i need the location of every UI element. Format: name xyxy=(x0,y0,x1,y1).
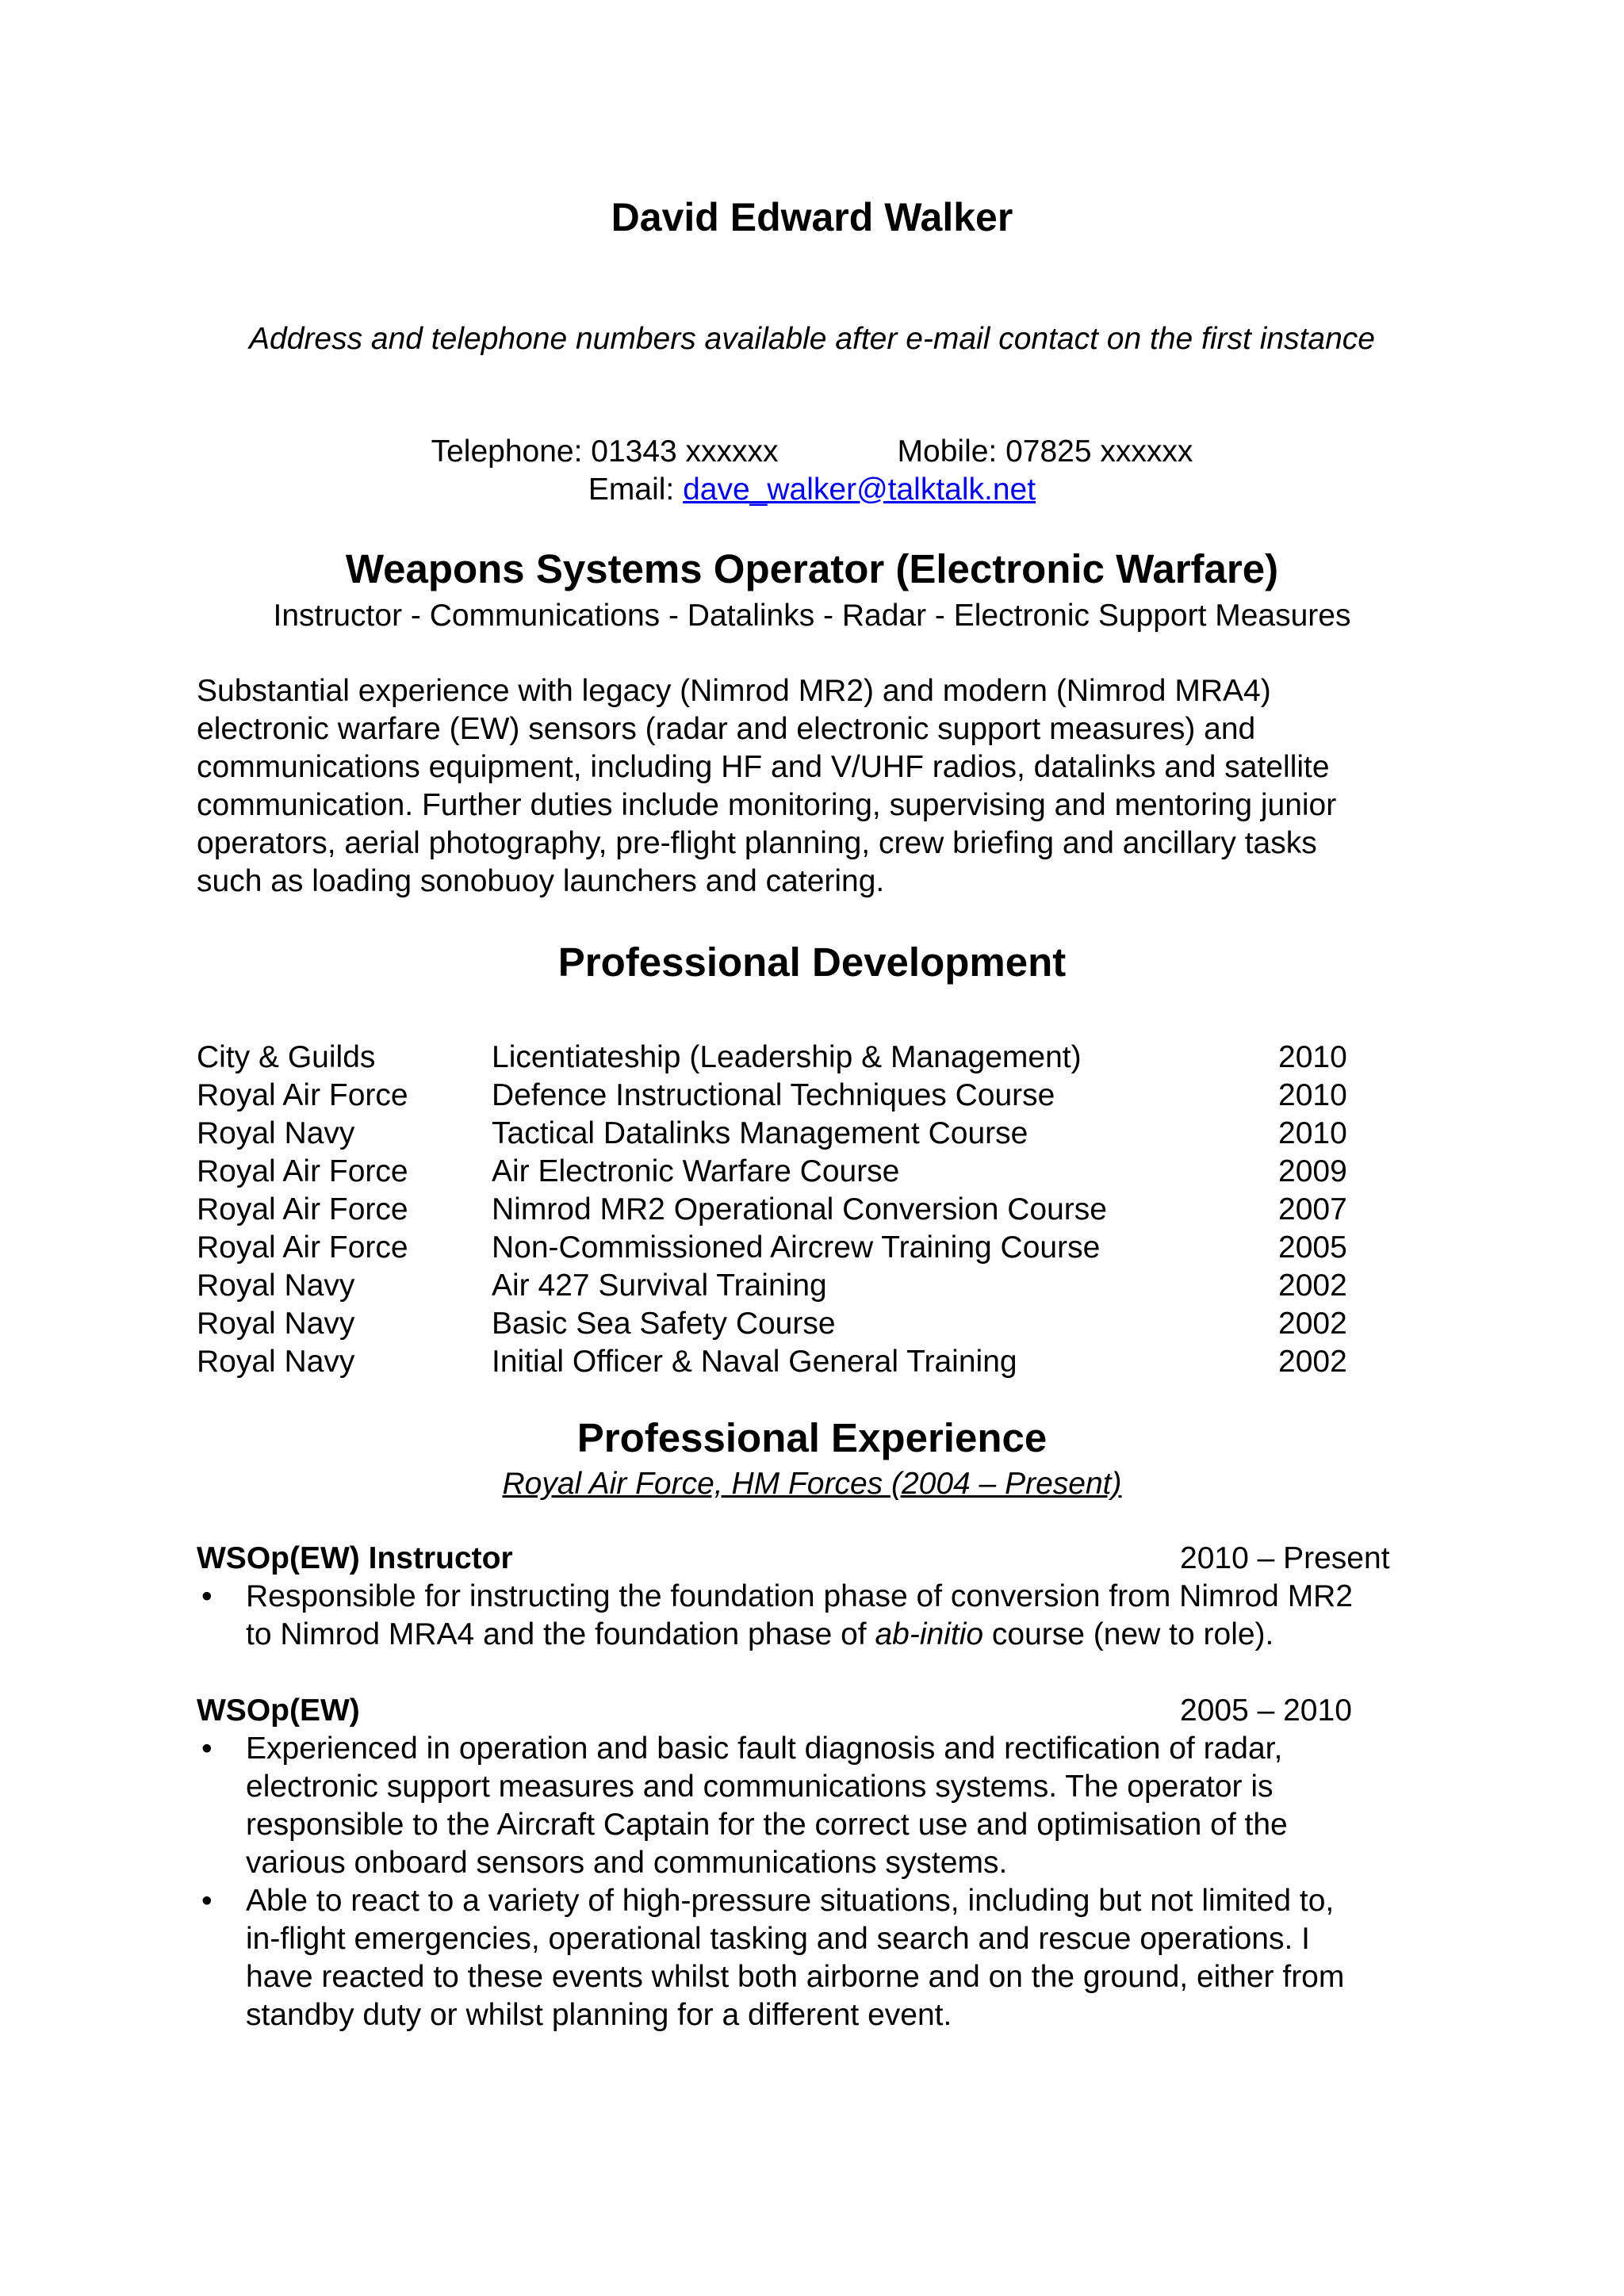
email-label: Email: xyxy=(588,473,684,507)
job-bullet xyxy=(197,1882,1435,2034)
contact-phones xyxy=(0,434,1624,469)
pd-year: 2010 xyxy=(1278,1078,1347,1112)
pd-year: 2002 xyxy=(1278,1345,1347,1379)
pd-course: Nimrod MR2 Operational Conversion Course xyxy=(492,1192,1107,1226)
email-link[interactable]: dave_walker@talktalk.net xyxy=(683,473,1036,507)
table-row xyxy=(197,1343,1354,1381)
bullet-line: Experienced in operation and basic fault diagnosis and rectification of radar, xyxy=(246,1732,1283,1766)
pd-course: Initial Officer & Naval General Training xyxy=(492,1345,1017,1379)
candidate-name: David Edward Walker xyxy=(611,195,1013,239)
pd-organisation: Royal Navy xyxy=(197,1116,355,1150)
pd-organisation: Royal Air Force xyxy=(197,1230,408,1265)
pd-course: Tactical Datalinks Management Course xyxy=(492,1116,1028,1150)
table-row xyxy=(197,1267,1354,1305)
pd-year: 2010 xyxy=(1278,1040,1347,1074)
summary-line: communications equipment, including HF and V/UHF radios, datalinks and satellite xyxy=(197,750,1330,784)
summary-line: Substantial experience with legacy (Nimrod MR2) and modern (Nimrod MRA4) xyxy=(197,674,1271,708)
table-row xyxy=(197,1191,1354,1229)
bullet-icon: • xyxy=(201,1732,213,1766)
pd-year: 2002 xyxy=(1278,1269,1347,1303)
table-row xyxy=(197,1153,1354,1191)
bullet-line: electronic support measures and communications systems. The operator is xyxy=(246,1770,1274,1804)
pd-year: 2009 xyxy=(1278,1154,1347,1188)
job-bullet xyxy=(197,1578,1435,1654)
bullet-line: in-flight emergencies, operational tasking and search and rescue operations. I xyxy=(246,1922,1310,1956)
summary-line: operators, aerial photography, pre-flight planning, crew briefing and ancillary tasks xyxy=(197,826,1317,860)
bullet-italic-text: ab-initio xyxy=(875,1617,984,1651)
table-row xyxy=(197,1039,1354,1077)
pd-organisation: Royal Air Force xyxy=(197,1192,408,1226)
bullet-line: responsible to the Aircraft Captain for the correct use and optimisation of the xyxy=(246,1808,1288,1842)
job-title: WSOp(EW) xyxy=(197,1693,360,1728)
bullet-line: various onboard sensors and communications systems. xyxy=(246,1846,1008,1880)
bullet-icon: • xyxy=(201,1579,213,1613)
job-bullet xyxy=(197,1730,1435,1882)
contact-email xyxy=(0,473,1624,507)
summary-line: electronic warfare (EW) sensors (radar and electronic support measures) and xyxy=(197,712,1256,746)
summary-line: communication. Further duties include monitoring, supervising and mentoring junior xyxy=(197,788,1337,822)
professional-development-heading: Professional Development xyxy=(557,939,1067,985)
table-row xyxy=(197,1229,1354,1267)
professional-experience-heading: Professional Experience xyxy=(576,1415,1048,1460)
bullet-line xyxy=(246,1616,1435,1654)
role-specialisms: Instructor - Communications - Datalinks - Radar - Electronic Support Measures xyxy=(273,599,1351,633)
table-row xyxy=(197,1077,1354,1115)
pd-organisation: Royal Navy xyxy=(197,1307,355,1341)
job-entry xyxy=(197,1540,1434,1654)
pd-course: Defence Instructional Techniques Course xyxy=(492,1078,1055,1112)
pd-course: Air 427 Survival Training xyxy=(492,1269,827,1303)
job-entry xyxy=(197,1692,1434,2034)
pd-organisation: Royal Air Force xyxy=(197,1078,408,1112)
summary-line: such as loading sonobuoy launchers and catering. xyxy=(197,864,885,898)
table-row xyxy=(197,1115,1354,1153)
pd-course: Non-Commissioned Aircrew Training Course xyxy=(492,1230,1101,1265)
pd-course: Licentiateship (Leadership & Management) xyxy=(492,1040,1082,1074)
address-note: Address and telephone numbers available after e-mail contact on the first instance xyxy=(249,322,1375,356)
bullet-icon: • xyxy=(201,1884,213,1918)
job-header xyxy=(197,1692,1434,1730)
pd-year: 2005 xyxy=(1278,1230,1347,1265)
bullet-text: course (new to role). xyxy=(983,1617,1274,1651)
telephone-number: Telephone: 01343 xxxxxx xyxy=(431,434,779,469)
bullet-line: Responsible for instructing the foundation phase of conversion from Nimrod MR2 xyxy=(246,1579,1354,1613)
pd-organisation: Royal Navy xyxy=(197,1269,355,1303)
bullet-line: Able to react to a variety of high-pressure situations, including but not limited to, xyxy=(246,1884,1335,1918)
pd-organisation: Royal Air Force xyxy=(197,1154,408,1188)
job-dates: 2010 – Present xyxy=(1180,1541,1390,1575)
pd-organisation: City & Guilds xyxy=(197,1040,376,1074)
profile-summary xyxy=(197,672,1497,901)
job-title: WSOp(EW) Instructor xyxy=(197,1541,513,1575)
professional-development-table xyxy=(197,1039,1354,1381)
job-header xyxy=(197,1540,1434,1578)
employer-line: Royal Air Force, HM Forces (2004 – Present) xyxy=(502,1467,1122,1501)
pd-year: 2010 xyxy=(1278,1116,1347,1150)
mobile-number: Mobile: 07825 xxxxxx xyxy=(897,434,1193,469)
bullet-line: standby duty or whilst planning for a different event. xyxy=(246,1998,952,2032)
pd-organisation: Royal Navy xyxy=(197,1345,355,1379)
bullet-text: to Nimrod MRA4 and the foundation phase of xyxy=(246,1617,875,1651)
role-title: Weapons Systems Operator (Electronic Warfare) xyxy=(345,546,1279,591)
pd-year: 2007 xyxy=(1278,1192,1347,1226)
pd-year: 2002 xyxy=(1278,1307,1347,1341)
job-dates: 2005 – 2010 xyxy=(1180,1693,1352,1728)
table-row xyxy=(197,1305,1354,1343)
pd-course: Basic Sea Safety Course xyxy=(492,1307,836,1341)
pd-course: Air Electronic Warfare Course xyxy=(492,1154,900,1188)
bullet-line: have reacted to these events whilst both airborne and on the ground, either from xyxy=(246,1960,1345,1994)
